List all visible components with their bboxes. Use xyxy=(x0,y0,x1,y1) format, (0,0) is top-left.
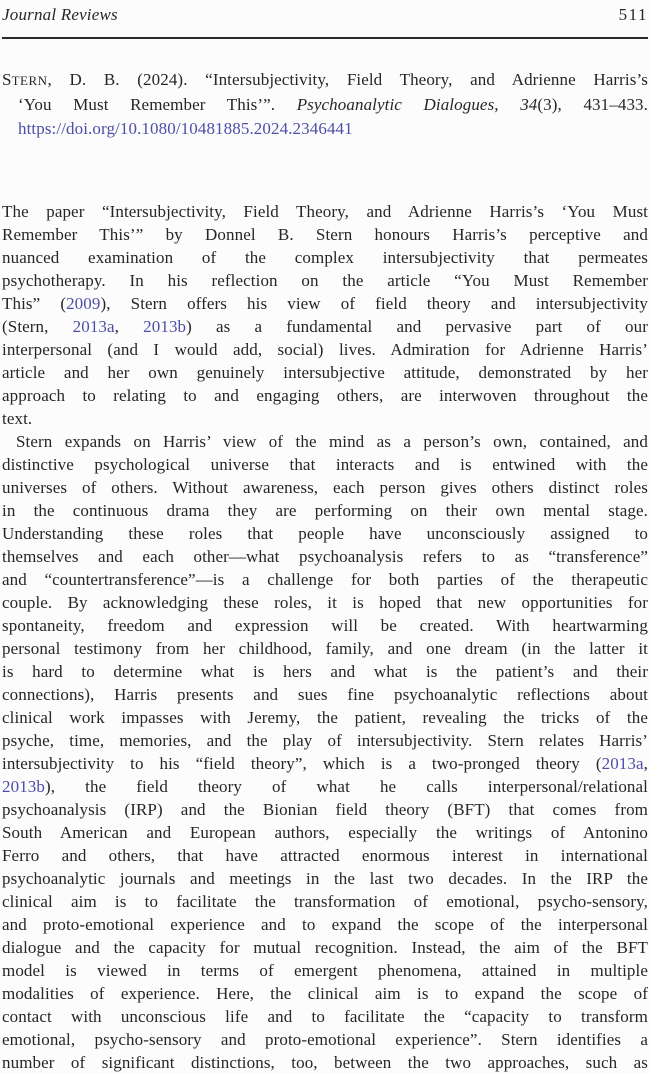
text-line xyxy=(2,637,648,660)
text-line xyxy=(2,867,648,890)
intext-citation-2013a[interactable]: 2013a xyxy=(601,754,644,773)
text-segment: spontaneity, freedom and expression will be created. With heartwarming xyxy=(2,616,648,635)
text-segment: ) as a fundamental and pervasive part of our xyxy=(186,317,648,336)
text-line xyxy=(2,200,648,223)
text-segment: model is viewed in terms of emergent phenomena, attained in multiple xyxy=(2,961,648,980)
text-line xyxy=(2,706,648,729)
text-line xyxy=(2,890,648,913)
text-segment: Ferro and others, that have attracted enormous interest in international xyxy=(2,846,648,865)
text-line xyxy=(2,591,648,614)
text-segment: is hard to determine what is hers and what is the patient’s and their xyxy=(2,662,648,681)
text-line xyxy=(2,729,648,752)
text-segment: psychoanalytic journals and meetings in the last two decades. In the IRP the xyxy=(2,869,648,888)
text-segment: intersubjectivity to his “field theory”, which is a two-pronged theory ( xyxy=(2,754,602,773)
text-segment: approach to relating to and engaging others, are interwoven throughout the xyxy=(2,386,648,405)
header-rule xyxy=(2,37,648,39)
text-segment: personal testimony from her childhood, family, and one dream (in the latter it xyxy=(2,639,648,658)
doi-link[interactable]: https://doi.org/10.1080/10481885.2024.2346441 xyxy=(18,119,353,138)
text-line xyxy=(2,798,648,821)
article-body xyxy=(2,200,648,1074)
text-line xyxy=(2,338,648,361)
intext-citation-2013a[interactable]: 2013a xyxy=(72,317,115,336)
text-segment: and “countertransference”—is a challenge for both parties of the therapeutic xyxy=(2,570,648,589)
text-line xyxy=(2,292,648,315)
text-line xyxy=(2,1005,648,1028)
running-head: Journal Reviews xyxy=(2,5,118,24)
text-line xyxy=(2,614,648,637)
text-segment: interpersonal (and I would add, social) lives. Admiration for Adrienne Harris’ xyxy=(2,340,648,359)
text-segment: text. xyxy=(2,409,33,428)
text-line xyxy=(2,223,648,246)
intext-citation-2013b[interactable]: 2013b xyxy=(2,777,45,796)
text-segment: psychoanalysis (IRP) and the Bionian field theory (BFT) that comes from xyxy=(2,800,648,819)
text-line xyxy=(2,959,648,982)
text-line xyxy=(2,499,648,522)
text-segment: nuanced examination of the complex intersubjectivity that permeates xyxy=(2,248,648,267)
text-line xyxy=(2,936,648,959)
text-line xyxy=(2,430,648,453)
body-paragraph-1 xyxy=(2,200,648,430)
text-segment: in the continuous drama they are performing on their own mental stage. xyxy=(2,501,648,520)
citation-block xyxy=(2,68,648,141)
text-line xyxy=(2,361,648,384)
page-number: 511 xyxy=(618,5,648,24)
text-segment: emotional, psycho-sensory and proto-emotional experience”. Stern identifies a xyxy=(2,1030,648,1049)
text-line xyxy=(2,844,648,867)
text-segment: universes of others. Without awareness, each person gives others distinct roles xyxy=(2,478,648,497)
text-segment: themselves and each other—what psychoanalysis refers to as “transference” xyxy=(2,547,648,566)
text-segment: (Stern, xyxy=(2,317,73,336)
text-line xyxy=(2,522,648,545)
text-line xyxy=(2,1051,648,1074)
text-line xyxy=(2,913,648,936)
text-line xyxy=(2,752,648,775)
text-segment: clinical work impasses with Jeremy, the patient, revealing the tricks of the xyxy=(2,708,648,727)
text-segment: , D. B. (2024). “Intersubjectivity, Field Theory, and Adrienne Harris’s xyxy=(47,70,648,89)
text-segment: dialogue and the capacity for mutual recognition. Instead, the aim of the BFT xyxy=(2,938,648,957)
text-segment: psyche, time, memories, and the play of intersubjectivity. Stern relates Harris’ xyxy=(2,731,648,750)
text-segment: distinctive psychological universe that interacts and is entwined with the xyxy=(2,455,648,474)
text-segment: ‘You Must Remember This’”. xyxy=(18,95,297,114)
text-segment: article and her own genuinely intersubjective attitude, demonstrated by her xyxy=(2,363,648,382)
text-segment: ), Stern offers his view of field theory and intersubjectivity xyxy=(100,294,648,313)
text-segment: TERN xyxy=(11,73,48,88)
text-line xyxy=(2,117,648,141)
text-segment: S xyxy=(2,70,12,89)
text-line xyxy=(2,568,648,591)
text-segment: couple. By acknowledging these roles, it is hoped that new opportunities for xyxy=(2,593,648,612)
text-segment: Stern expands on Harris’ view of the mind as a person’s own, contained, and xyxy=(16,432,648,451)
text-segment: connections), Harris presents and sues fine psychoanalytic reflections about xyxy=(2,685,648,704)
text-segment: South American and European authors, especially the writings of Antonino xyxy=(2,823,648,842)
text-segment: Remember This’” by Donnel B. Stern honours Harris’s perceptive and xyxy=(2,225,648,244)
text-line xyxy=(2,269,648,292)
text-line xyxy=(2,93,648,117)
text-line xyxy=(2,982,648,1005)
text-segment: contact with unconscious life and to facilitate the “capacity to transform xyxy=(2,1007,648,1026)
text-segment: Psychoanalytic Dialogues, 34 xyxy=(296,95,538,114)
text-line xyxy=(2,1028,648,1051)
text-line xyxy=(2,246,648,269)
text-line xyxy=(2,384,648,407)
intext-citation-2013b[interactable]: 2013b xyxy=(143,317,187,336)
text-segment: psychotherapy. In his reflection on the article “You Must Remember xyxy=(2,271,648,290)
text-segment: , xyxy=(114,317,144,336)
text-segment: ), the field theory of what he calls interpersonal/relational xyxy=(45,777,648,796)
text-segment: (3), 431–433. xyxy=(537,95,648,114)
text-line xyxy=(2,821,648,844)
text-segment: and proto-emotional experience and to expand the scope of the interpersonal xyxy=(2,915,648,934)
body-paragraph-2 xyxy=(2,430,648,1074)
text-line xyxy=(2,660,648,683)
text-segment: , xyxy=(643,754,648,773)
text-line xyxy=(2,683,648,706)
text-line xyxy=(2,407,648,430)
text-line xyxy=(2,775,648,798)
text-line xyxy=(2,545,648,568)
intext-citation-2009[interactable]: 2009 xyxy=(66,294,101,313)
text-segment: number of significant distinctions, too, between the two approaches, such as xyxy=(2,1053,648,1072)
text-segment: Understanding these roles that people have unconsciously assigned to xyxy=(2,524,648,543)
text-segment: modalities of experience. Here, the clinical aim is to expand the scope of xyxy=(2,984,648,1003)
text-line xyxy=(2,315,648,338)
text-segment: clinical aim is to facilitate the transformation of emotional, psycho-sensory, xyxy=(2,892,648,911)
text-segment: The paper “Intersubjectivity, Field Theory, and Adrienne Harris’s ‘You Must xyxy=(2,202,648,221)
text-segment: This” ( xyxy=(2,294,67,313)
text-line xyxy=(2,68,648,93)
page-header xyxy=(2,5,648,25)
text-line xyxy=(2,476,648,499)
text-line xyxy=(2,453,648,476)
